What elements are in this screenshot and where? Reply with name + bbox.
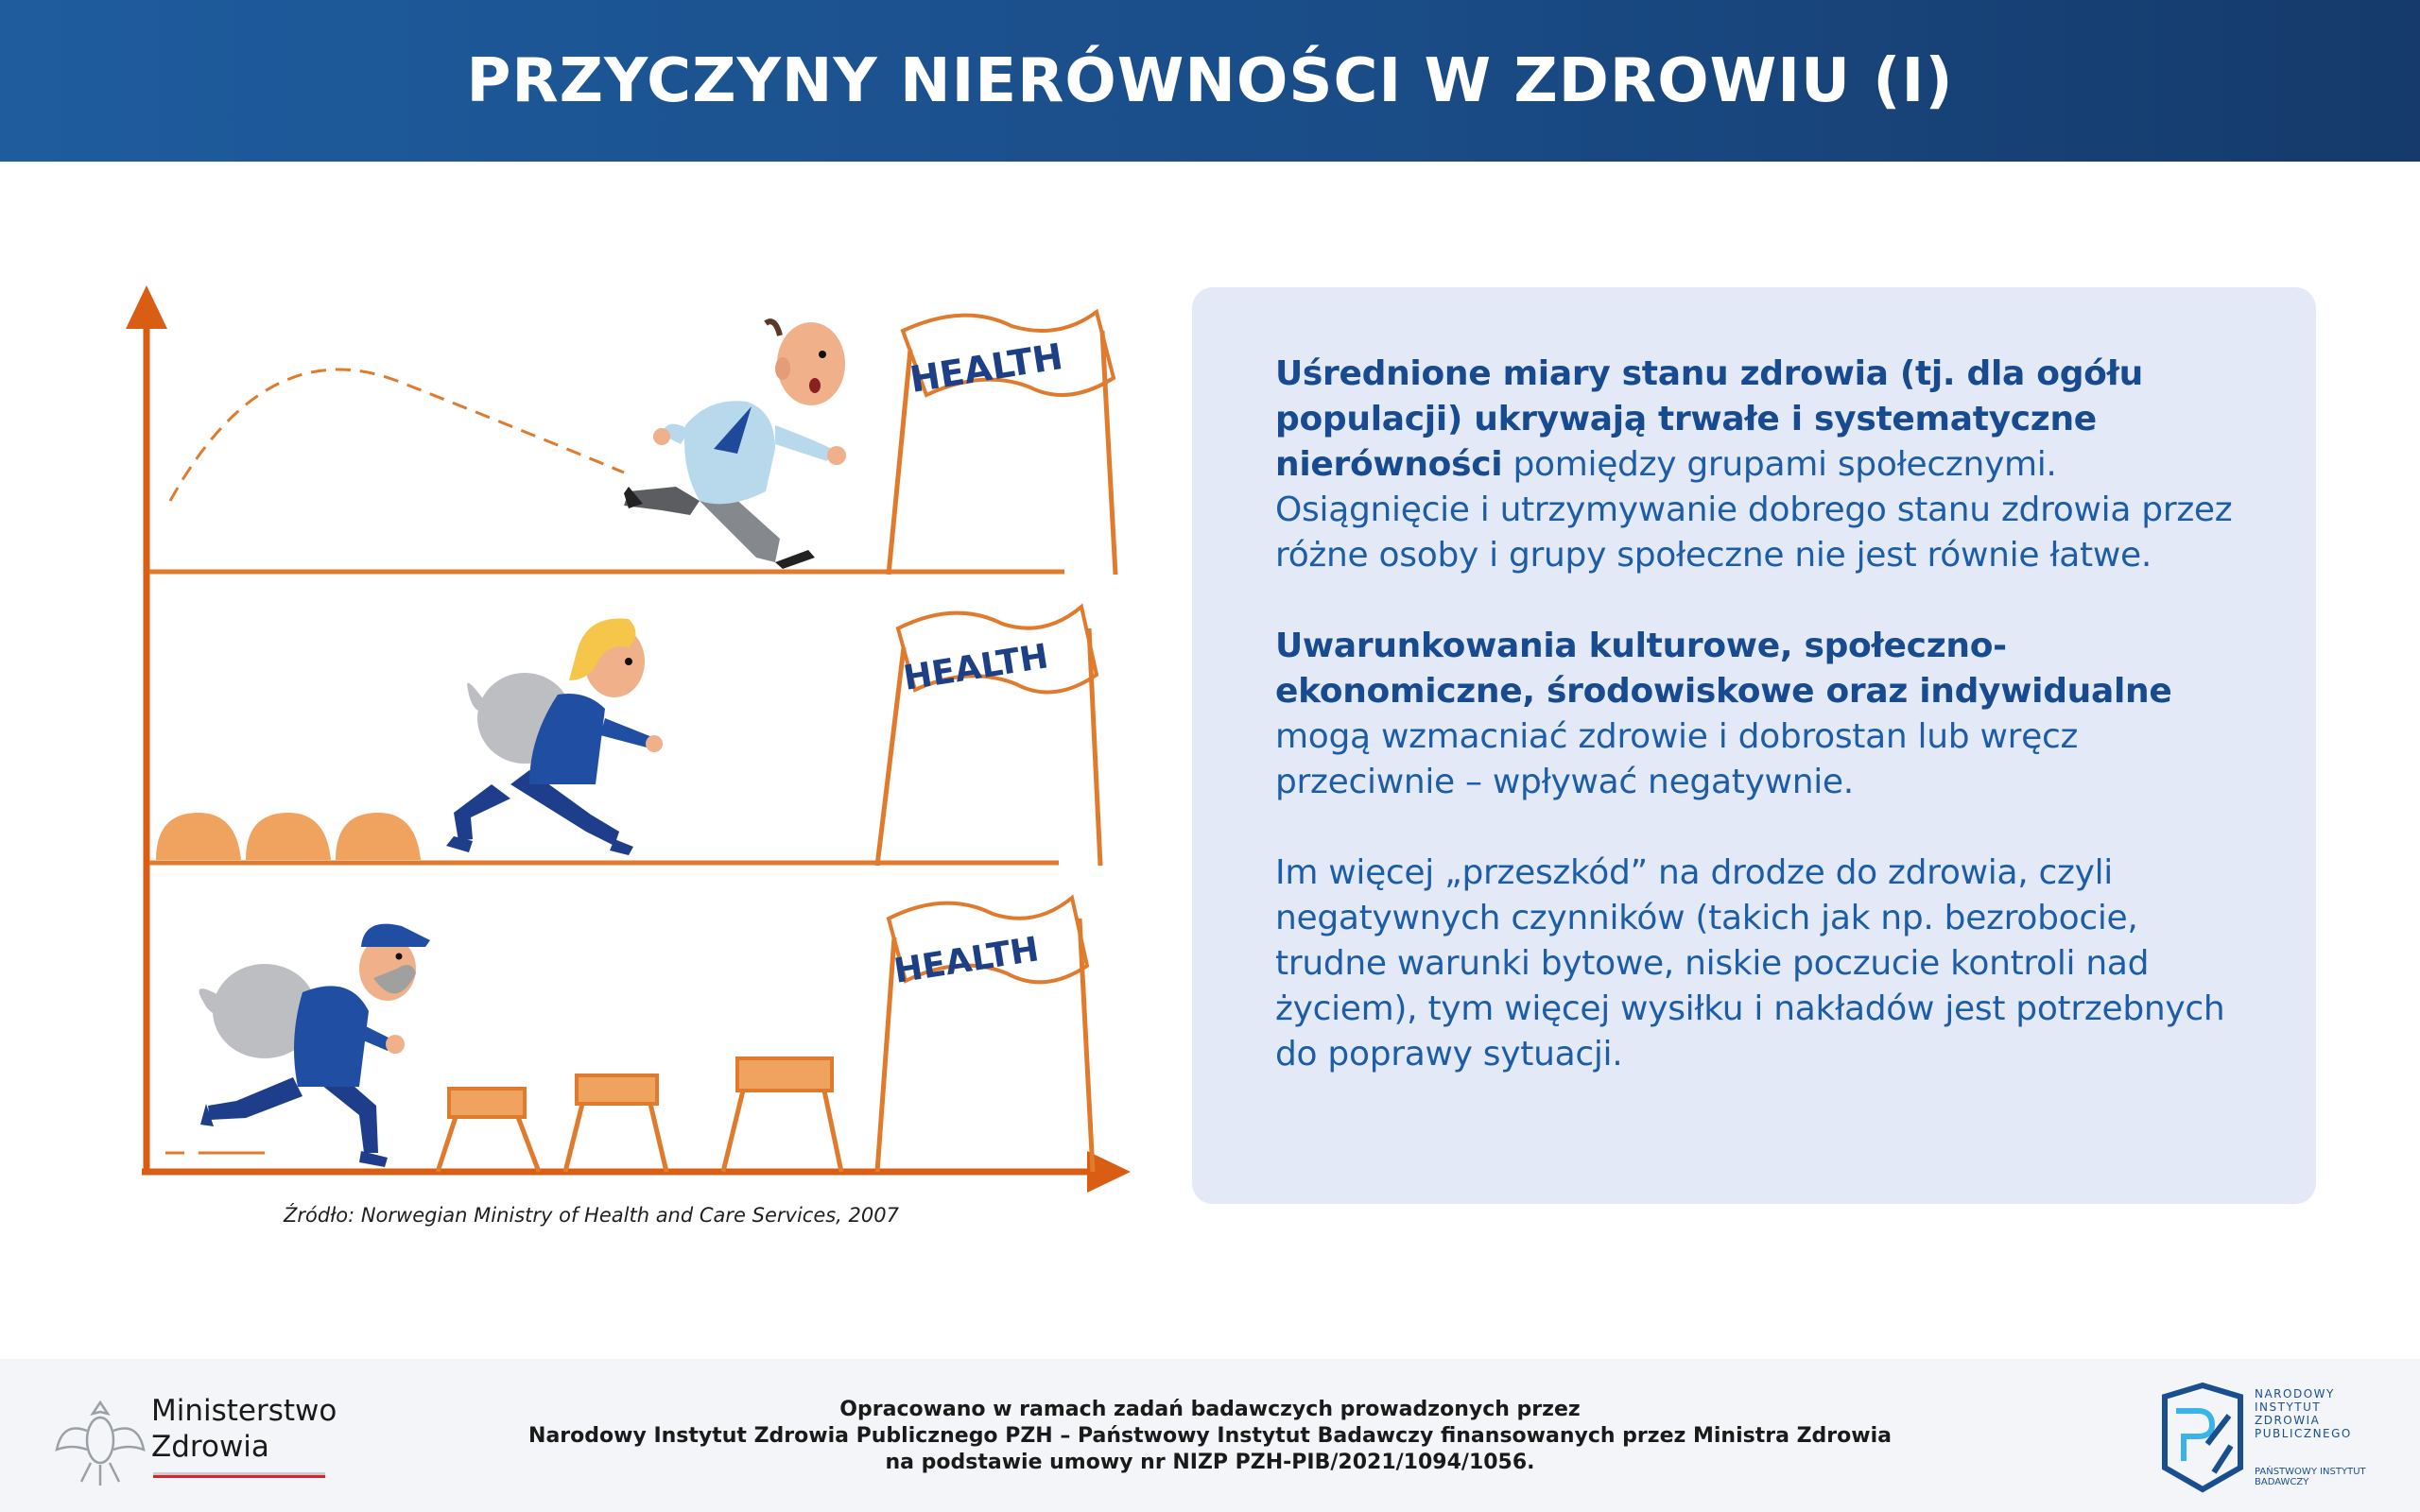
- paragraph-3: Im więcej „przeszkód” na drodze do zdrowia, czyli negatywnych czynników (takich jak np. bezrobocie, trudne warunki bytowe, niskie poczucie kontroli nad życiem), tym więcej wysiłku i nakładów jest potrzebnych do poprawy sytuacji.: [1275, 853, 2225, 1074]
- nizp-line-3: ZDROWIA: [2255, 1414, 2321, 1427]
- ministry-name: [151, 1393, 337, 1465]
- runner-man-unburdened: [624, 321, 846, 569]
- nizp-line-4: PUBLICZNEGO: [2255, 1427, 2352, 1440]
- flag-text: HEALTH: [900, 637, 1051, 698]
- flag-bar: [153, 1472, 325, 1478]
- health-flag-lane-3: [877, 898, 1093, 1172]
- paragraph-2-bold: Uwarunkowania kulturowe, społeczno-ekonomiczne, środowiskowe oraz indywidualne: [1275, 627, 2172, 711]
- page-title: PRZYCZYNY NIERÓWNOŚCI W ZDROWIU (I): [466, 45, 1954, 116]
- funding-note: [454, 1397, 1966, 1476]
- ministry-line-1: Ministerstwo: [151, 1394, 337, 1428]
- funding-line-2: Narodowy Instytut Zdrowia Publicznego PZH – Państwowy Instytut Badawczy finansowanych przez Ministra Zdrowia: [528, 1424, 1892, 1448]
- health-inequality-illustration: [113, 274, 1153, 1200]
- nizp-subtitle: [2255, 1467, 2366, 1487]
- nizp-line-1: NARODOWY: [2255, 1387, 2335, 1400]
- small-bumps: [156, 813, 421, 860]
- paragraph-1: [1275, 352, 2240, 578]
- hurdle-1: [438, 1089, 539, 1172]
- figure-source: Źródło: Norwegian Ministry of Health and Care Services, 2007: [284, 1204, 899, 1227]
- flag-text: HEALTH: [907, 335, 1066, 401]
- hurdles: [438, 1058, 841, 1172]
- paragraph-1-rest: pomiędzy grupami społecznymi. Osiągnięcie i utrzymywanie dobrego stanu zdrowia przez różne osoby i grupy społeczne nie jest równie łatwe.: [1275, 445, 2233, 575]
- explanation-panel: [1192, 287, 2316, 1204]
- hurdle-3: [723, 1058, 841, 1172]
- paragraph-1-bold: Uśrednione miary stanu zdrowia (tj. dla ogółu populacji) ukrywają trwałe i systematyczne nierówności: [1275, 354, 2144, 484]
- jump-trajectory-dashed: [170, 369, 624, 501]
- funding-line-1: Opracowano w ramach zadań badawczych prowadzonych przez: [839, 1398, 1581, 1421]
- paragraph-2: [1275, 624, 2240, 805]
- nizp-sub-2: BADAWCZY: [2255, 1477, 2309, 1487]
- nizp-sub-1: PAŃSTWOWY INSTYTUT: [2255, 1467, 2366, 1477]
- footer: [0, 1359, 2420, 1512]
- ministry-line-2: Zdrowia: [151, 1430, 269, 1464]
- flag-text: HEALTH: [890, 930, 1042, 991]
- nizp-name: [2255, 1387, 2352, 1440]
- health-flag-lane-2: [877, 607, 1100, 866]
- runner-woman-with-bag: [446, 618, 663, 855]
- health-flag-lane-1: [889, 312, 1115, 575]
- paragraph-2-rest: mogą wzmacniać zdrowie i dobrostan lub wręcz przeciwnie – wpływać negatywnie.: [1275, 717, 2079, 801]
- nizp-line-2: INSTYTUT: [2255, 1400, 2322, 1414]
- runner-old-man-with-bag: [199, 924, 431, 1167]
- funding-line-3: na podstawie umowy nr NIZP PZH-PIB/2021/1094/1056.: [885, 1451, 1535, 1474]
- hurdle-2: [565, 1075, 666, 1172]
- header-bar: [0, 0, 2420, 162]
- illustration-svg: [113, 274, 1153, 1200]
